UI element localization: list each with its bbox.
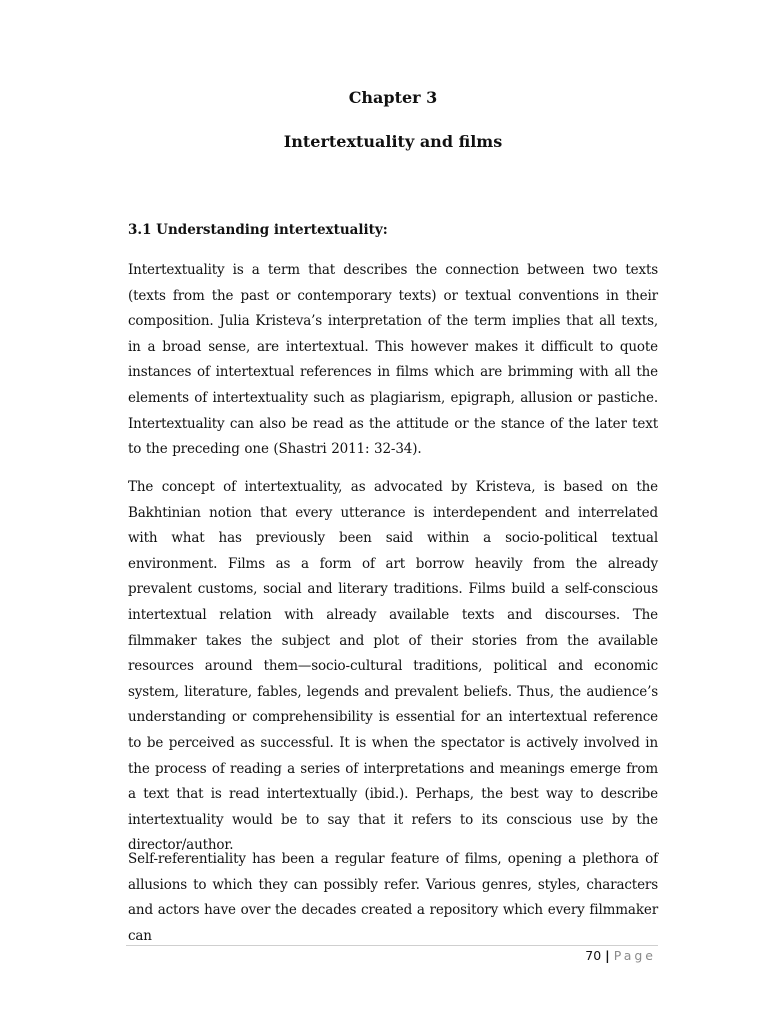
footer-separator: | [605,948,610,963]
section-heading: 3.1 Understanding intertextuality: [128,222,388,238]
paragraph-2: The concept of intertextuality, as advocated by Kristeva, is based on the Bakhtinian notion that every utterance is interdependent and interrelated with what has previously been said within a socio-political textual environment. Films as a form of art borrow heavily from the already prevalent customs, social and literary traditions. Films build a self-conscious intertextual relation with already available texts and discourses. The filmmaker takes the subject and plot of their stories from the available resources around them—socio-cultural traditions, political and economic system, literature, fables, legends and prevalent beliefs. Thus, the audience’s understanding or comprehensibility is essential for an intertextual reference to be perceived as successful. It is when the spectator is actively involved in the process of reading a series of interpretations and meanings emerge from a text that is read intertextually (ibid.). Perhaps, the best way to describe intertextuality would be to say that it refers to its conscious use by the director/author. [128,479,658,854]
chapter-label: Chapter 3 [348,88,438,107]
paragraph-3: Self-referentiality has been a regular feature of films, opening a plethora of allusions to which they can possibly refer. Various genres, styles, characters and actors have over the decades created a repository which every filmmaker can [128,851,658,944]
footer-divider [126,945,658,946]
page-word: Page [613,948,656,963]
paragraph-1: Intertextuality is a term that describes the connection between two texts (texts from the past or contemporary texts) or textual conventions in their composition. Julia Kristeva’s interpretation of the term implies that all texts, in a broad sense, are intertextual. This however makes it difficult to quote instances of intertextual references in films which are brimming with all the elements of intertextuality such as plagiarism, epigraph, allusion or pastiche. Intertextuality can also be read as the attitude or the stance of the later text to the preceding one (Shastri 2011: 32-34). [128,262,658,458]
page-footer [126,947,656,965]
page-number: 70 [585,948,602,963]
chapter-title: Intertextuality and films [283,132,503,151]
